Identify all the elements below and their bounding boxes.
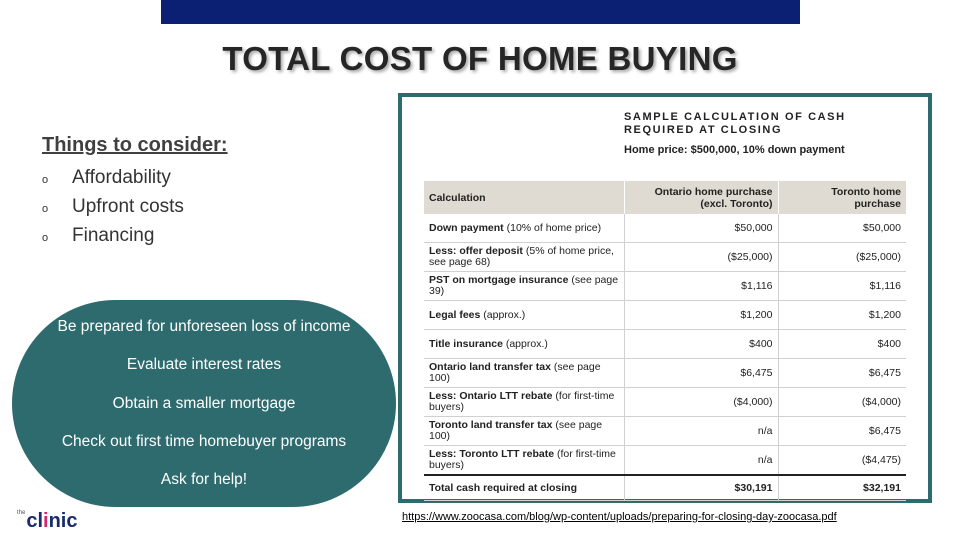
column-header: Calculation xyxy=(424,181,624,214)
advice-item: Evaluate interest rates xyxy=(126,356,282,374)
logo-accent: i xyxy=(43,510,49,532)
table-row xyxy=(424,446,906,476)
ontario-total: $30,191 xyxy=(624,475,778,501)
table-row xyxy=(424,330,906,359)
ontario-value: $1,116 xyxy=(624,272,778,301)
row-label xyxy=(424,214,624,243)
toronto-value: $50,000 xyxy=(778,214,906,243)
sample-heading xyxy=(624,111,846,137)
considerations-heading: Things to consider: xyxy=(42,134,228,156)
ontario-value: n/a xyxy=(624,417,778,446)
toronto-value: ($4,000) xyxy=(778,388,906,417)
row-label-note: (for first-time buyers) xyxy=(429,448,616,471)
row-label-note: (see page 100) xyxy=(429,419,603,442)
advice-item: Ask for help! xyxy=(160,471,248,489)
row-label-note: (5% of home price, see page 68) xyxy=(429,245,614,268)
row-label-note: (see page 39) xyxy=(429,274,619,297)
table-body xyxy=(424,214,906,501)
row-label-note: (approx.) xyxy=(480,308,526,321)
table-row xyxy=(424,388,906,417)
clinic-logo xyxy=(17,510,78,533)
row-label-main: Toronto land transfer tax xyxy=(429,419,553,431)
source-link[interactable]: https://www.zoocasa.com/blog/wp-content/uploads/preparing-for-closing-day-zoocasa.pdf xyxy=(402,511,837,523)
toronto-value: $1,116 xyxy=(778,272,906,301)
sample-calculation-image xyxy=(398,93,932,503)
row-label-main: Legal fees xyxy=(429,308,481,321)
list-item-label: Financing xyxy=(72,225,155,246)
row-label-main: Down payment xyxy=(429,221,504,234)
row-label xyxy=(424,301,624,330)
list-item-label: Affordability xyxy=(72,167,171,188)
row-label-main: Title insurance xyxy=(429,337,503,350)
toronto-value: $1,200 xyxy=(778,301,906,330)
list-item xyxy=(42,192,228,221)
row-label-main: Less: Ontario LTT rebate xyxy=(429,390,553,402)
calculation-table xyxy=(424,181,906,501)
toronto-value: $400 xyxy=(778,330,906,359)
toronto-value: $6,475 xyxy=(778,359,906,388)
row-label xyxy=(424,330,624,359)
table-row xyxy=(424,359,906,388)
advice-item: Obtain a smaller mortgage xyxy=(112,394,296,412)
table-row xyxy=(424,243,906,272)
bullet-icon: o xyxy=(42,232,49,244)
advice-item: Be prepared for unforeseen loss of income xyxy=(57,318,351,335)
toronto-value: $6,475 xyxy=(778,417,906,446)
row-label-note: (approx.) xyxy=(502,337,548,350)
logo-prefix: the xyxy=(17,510,26,516)
ontario-value: $50,000 xyxy=(624,214,778,243)
column-header: Toronto home purchase xyxy=(778,181,906,214)
toronto-value: ($25,000) xyxy=(778,243,906,272)
advice-item: Check out first time homebuyer programs xyxy=(61,432,347,450)
home-price-label: Home price: $500,000, 10% down payment xyxy=(624,144,845,156)
ontario-value: n/a xyxy=(624,446,778,476)
logo-part: cl xyxy=(26,510,44,532)
table-row xyxy=(424,214,906,243)
row-label xyxy=(424,388,624,417)
row-label-note: (for first-time buyers) xyxy=(429,390,615,413)
bullet-icon: o xyxy=(42,203,49,215)
row-label xyxy=(424,446,624,476)
row-label xyxy=(424,272,624,301)
row-label-main: Ontario land transfer tax xyxy=(429,361,551,373)
advice-panel xyxy=(12,300,396,507)
list-item-label: Upfront costs xyxy=(72,196,184,217)
column-header: Ontario home purchase (excl. Toronto) xyxy=(624,181,778,214)
total-label: Total cash required at closing xyxy=(424,475,624,501)
considerations-section xyxy=(42,134,228,250)
list-item xyxy=(42,221,228,250)
row-label-main: PST on mortgage insurance xyxy=(429,274,569,286)
logo-part: nic xyxy=(48,510,78,532)
row-label xyxy=(424,243,624,272)
ontario-value: $1,200 xyxy=(624,301,778,330)
table-header-row xyxy=(424,181,906,214)
ontario-value: ($4,000) xyxy=(624,388,778,417)
table-row xyxy=(424,272,906,301)
row-label xyxy=(424,359,624,388)
ontario-value: ($25,000) xyxy=(624,243,778,272)
row-label-note: (10% of home price) xyxy=(503,221,602,234)
row-label-note: (see page 100) xyxy=(429,361,601,384)
table-row xyxy=(424,417,906,446)
ontario-value: $6,475 xyxy=(624,359,778,388)
sample-heading-line: REQUIRED AT CLOSING xyxy=(624,124,783,136)
row-label-main: Less: offer deposit xyxy=(429,245,523,257)
considerations-list xyxy=(42,163,228,250)
slide-title: TOTAL COST OF HOME BUYING xyxy=(222,40,738,77)
bullet-icon: o xyxy=(42,174,49,186)
toronto-total: $32,191 xyxy=(778,475,906,501)
row-label-main: Less: Toronto LTT rebate xyxy=(429,448,555,460)
toronto-value: ($4,475) xyxy=(778,446,906,476)
top-banner-bar xyxy=(161,0,800,24)
table-row xyxy=(424,301,906,330)
sample-heading-line: SAMPLE CALCULATION OF CASH xyxy=(624,111,846,123)
list-item xyxy=(42,163,228,192)
ontario-value: $400 xyxy=(624,330,778,359)
total-row xyxy=(424,475,906,501)
row-label xyxy=(424,417,624,446)
